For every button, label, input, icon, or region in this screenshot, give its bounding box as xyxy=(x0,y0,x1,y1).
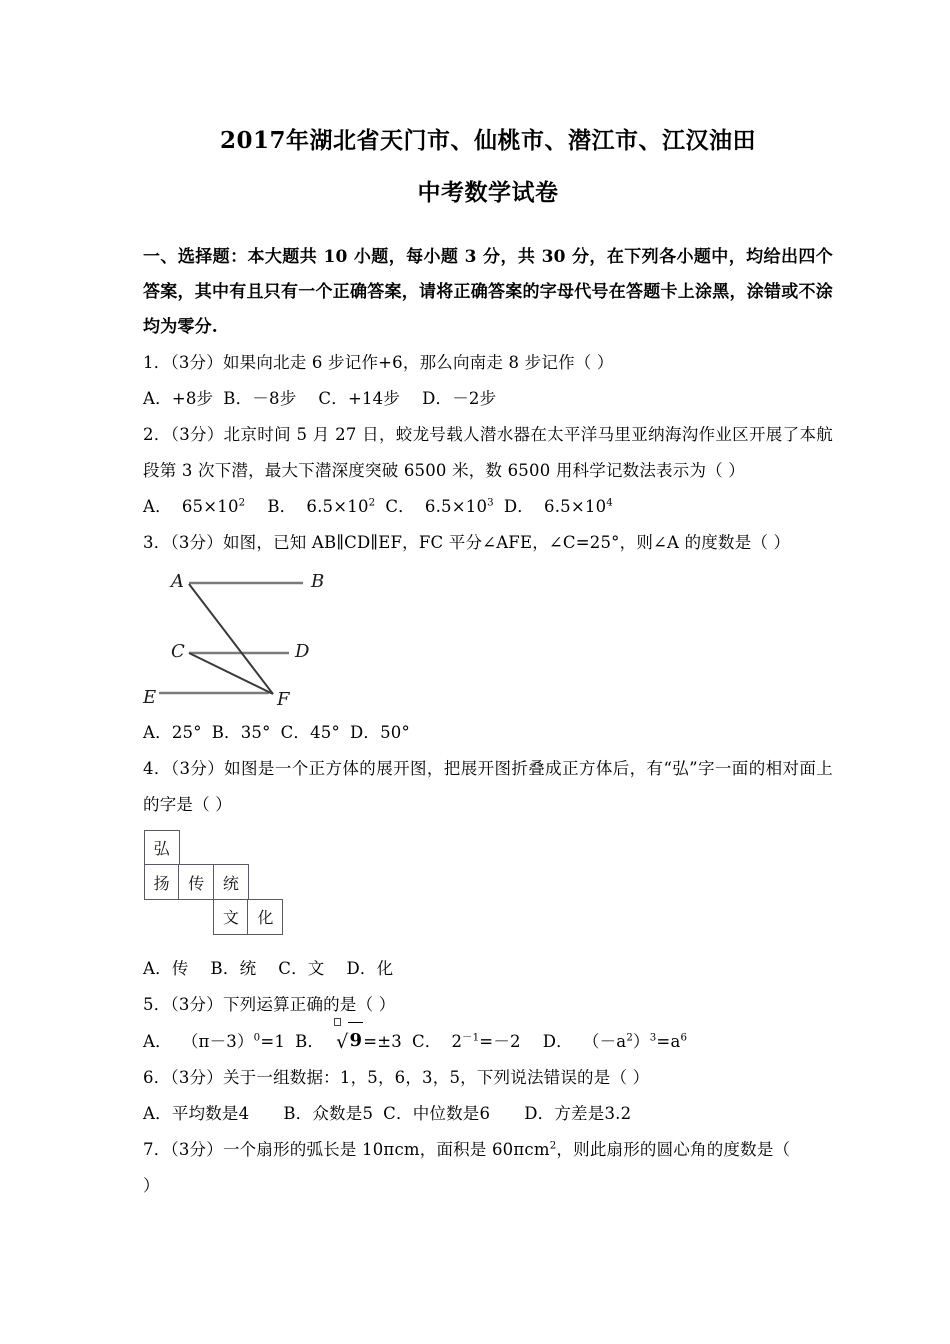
question-7-number: 7． xyxy=(143,1140,171,1159)
cube-net-cell: 弘 xyxy=(144,830,180,866)
title-line-2: 中考数学试卷 xyxy=(417,179,559,206)
q1-option-c-text: +14步 xyxy=(347,389,401,408)
figure-label-f: F xyxy=(277,689,290,710)
q6-option-b-text: 众数是5 xyxy=(312,1104,374,1123)
q5-option-c-post: =－2 xyxy=(479,1032,521,1051)
question-1-number: 1． xyxy=(143,353,171,372)
question-2-number: 2． xyxy=(143,425,171,444)
cube-net-cell: 扬 xyxy=(144,864,180,900)
q5-option-c-label: C． xyxy=(411,1032,442,1051)
q5-option-b-label: B． xyxy=(295,1032,325,1051)
page-content xyxy=(143,0,833,1204)
q3-option-b-label: B． xyxy=(211,723,241,742)
q5-option-d-exp: 3 xyxy=(649,1032,657,1044)
cube-net-cell-blank xyxy=(144,899,180,935)
q6-option-c-text: 中位数是6 xyxy=(412,1104,491,1123)
question-6-number: 6． xyxy=(143,1068,171,1087)
page-title xyxy=(143,118,833,216)
q3-option-b-text: 35° xyxy=(240,723,271,742)
question-4-options xyxy=(143,951,833,987)
question-5-stem xyxy=(143,987,833,1023)
question-1-score: （3分） xyxy=(170,353,223,372)
question-2-score: （3分） xyxy=(170,425,224,444)
question-2-text: 北京时间 5 月 27 日，蛟龙号载人潜水器在太平洋马里亚纳海沟作业区开展了本航段第 3 次下潜，最大下潜深度突破 6500 米，数 6500 用科学记数法表示为（ ） xyxy=(143,425,833,480)
question-7-superscript: 2 xyxy=(549,1140,557,1152)
q2-option-b-base: 6.5×10 xyxy=(306,497,369,516)
q1-option-c-label: C． xyxy=(318,389,348,408)
cube-net-row xyxy=(145,866,283,901)
q2-option-b-label: B． xyxy=(267,497,297,516)
q2-option-b-exp: 2 xyxy=(368,497,376,509)
cube-net-cell: 传 xyxy=(178,864,214,900)
q2-option-d-base: 6.5×10 xyxy=(544,497,607,516)
q5-option-a-label: A． xyxy=(143,1032,172,1051)
q1-option-b-label: B． xyxy=(223,389,253,408)
question-7-stem-continued xyxy=(143,1168,833,1204)
q4-option-d-text: 化 xyxy=(376,959,394,978)
question-7-stem xyxy=(143,1132,833,1168)
q2-option-d-label: D． xyxy=(503,497,534,516)
q5-option-c-pre: 2 xyxy=(451,1032,463,1051)
cube-net-cell: 文 xyxy=(213,899,249,935)
q2-option-a-base: 65×10 xyxy=(181,497,239,516)
q6-option-d-text: 方差是3.2 xyxy=(554,1104,632,1123)
q6-option-d-label: D． xyxy=(524,1104,555,1123)
q2-option-a-label: A． xyxy=(143,497,172,516)
cube-net-cell-blank xyxy=(247,864,283,900)
cube-net-cell: 统 xyxy=(213,864,249,900)
cube-net-cell: 化 xyxy=(247,899,283,935)
question-3-options xyxy=(143,715,833,751)
q3-option-a-label: A． xyxy=(143,723,172,742)
question-7-text-part1: 一个扇形的弧长是 10πcm，面积是 60πcm xyxy=(222,1140,550,1159)
q4-option-c-text: 文 xyxy=(307,959,325,978)
q2-option-c-base: 6.5×10 xyxy=(424,497,488,516)
q5-option-b-post: =±3 xyxy=(363,1032,402,1051)
question-3-number: 3． xyxy=(143,533,171,552)
q1-option-d-text: －2步 xyxy=(452,389,497,408)
question-4-stem xyxy=(143,751,833,823)
question-7-text-part2: ，则此扇形的圆心角的度数是（ xyxy=(556,1140,791,1159)
cube-net-cell-blank xyxy=(213,830,249,866)
cube-net-cell-blank xyxy=(178,899,214,935)
question-4-figure xyxy=(143,829,833,951)
q5-option-b-radicand: 9 xyxy=(348,1022,363,1059)
question-4-text: 如图是一个正方体的展开图，把展开图折叠成正方体后，有“弘”字一面的相对面上的字是（ ） xyxy=(143,759,833,814)
section-intro: 一、选择题：本大题共 10 小题，每小题 3 分，共 30 分，在下列各小题中，均给出四个答案，其中有且只有一个正确答案，请将正确答案的字母代号在答题卡上涂黑，涂错或不涂均为零分. xyxy=(143,247,833,337)
q1-option-d-label: D． xyxy=(422,389,453,408)
q5-option-d-mid: ） xyxy=(633,1032,650,1051)
q3-option-a-text: 25° xyxy=(171,723,202,742)
q3-option-d-text: 50° xyxy=(380,723,410,742)
q6-option-a-label: A． xyxy=(143,1104,172,1123)
q4-option-d-label: D． xyxy=(346,959,377,978)
q2-option-c-exp: 3 xyxy=(487,497,494,509)
q3-option-c-label: C． xyxy=(280,723,311,742)
q5-option-a-exp: 0 xyxy=(253,1032,261,1044)
cube-net xyxy=(145,831,283,935)
question-4-score: （3分） xyxy=(170,759,225,778)
cube-net-cell-blank xyxy=(178,830,214,866)
q5-option-d-inner-exp: 2 xyxy=(626,1032,634,1044)
q6-option-b-label: B． xyxy=(283,1104,313,1123)
q6-option-c-label: C． xyxy=(383,1104,413,1123)
question-6-options xyxy=(143,1096,833,1132)
q1-option-b-text: －8步 xyxy=(252,389,297,408)
question-6-score: （3分） xyxy=(170,1068,223,1087)
radical-sign: √ xyxy=(336,1031,349,1053)
q4-option-b-text: 统 xyxy=(239,959,257,978)
cube-net-cell-blank xyxy=(247,830,283,866)
q5-option-a-post: =1 xyxy=(260,1032,286,1051)
question-1-text: 如果向北走 6 步记作+6，那么向南走 8 步记作（ ） xyxy=(222,353,614,372)
title-line-1: 2017年湖北省天门市、仙桃市、潜江市、江汉油田 xyxy=(219,127,756,154)
q3-option-c-text: 45° xyxy=(310,723,340,742)
q3-option-d-label: D． xyxy=(349,723,381,742)
q2-option-d-exp: 4 xyxy=(606,497,613,509)
question-2-stem xyxy=(143,417,833,489)
question-5-score: （3分） xyxy=(170,995,223,1014)
question-6-text: 关于一组数据：1，5，6，3，5，下列说法错误的是（ ） xyxy=(222,1068,650,1087)
question-1-options xyxy=(143,381,833,417)
q5-option-d-final-exp: 6 xyxy=(680,1032,688,1044)
q4-option-a-text: 传 xyxy=(171,959,189,978)
question-5-options xyxy=(143,1023,833,1060)
q5-option-d-label: D． xyxy=(542,1032,573,1051)
q5-option-d-post: =a xyxy=(656,1032,681,1051)
question-3-score: （3分） xyxy=(170,533,223,552)
q5-option-c-exp: －1 xyxy=(462,1032,480,1044)
segment-af xyxy=(189,584,273,694)
radical-index-box xyxy=(334,1018,341,1026)
q6-option-a-text: 平均数是4 xyxy=(171,1104,250,1123)
q4-option-a-label: A． xyxy=(143,959,172,978)
question-3-text: 如图，已知 AB∥CD∥EF，FC 平分∠AFE，∠C=25°，则∠A 的度数是（ ） xyxy=(222,533,791,552)
q4-option-c-label: C． xyxy=(278,959,308,978)
q1-option-a-label: A． xyxy=(143,389,172,408)
figure-label-b: B xyxy=(311,571,325,592)
q5-option-d-pre: （－a xyxy=(582,1032,627,1051)
question-3-stem xyxy=(143,525,833,561)
cube-net-row xyxy=(145,831,283,866)
figure-label-d: D xyxy=(295,641,310,662)
question-7-text-part3: ） xyxy=(143,1176,160,1195)
figure-label-e: E xyxy=(143,687,157,708)
q1-option-a-text: +8步 xyxy=(171,389,214,408)
q4-option-b-label: B． xyxy=(210,959,240,978)
segment-cf xyxy=(189,653,273,694)
question-5-number: 5． xyxy=(143,995,171,1014)
question-7-score: （3分） xyxy=(170,1140,223,1159)
q5-option-a-pre: （π－3） xyxy=(181,1032,254,1051)
q2-option-c-label: C． xyxy=(385,497,415,516)
q2-option-a-exp: 2 xyxy=(238,497,246,509)
cube-net-row xyxy=(145,900,283,935)
question-2-options xyxy=(143,489,833,525)
question-4-number: 4． xyxy=(143,759,171,778)
question-1-stem xyxy=(143,345,833,381)
square-root-icon xyxy=(334,1023,363,1060)
figure-label-c: C xyxy=(171,641,185,662)
question-5-text: 下列运算正确的是（ ） xyxy=(222,995,396,1014)
question-6-stem xyxy=(143,1060,833,1096)
question-3-figure xyxy=(143,565,833,715)
figure-label-a: A xyxy=(171,571,184,592)
